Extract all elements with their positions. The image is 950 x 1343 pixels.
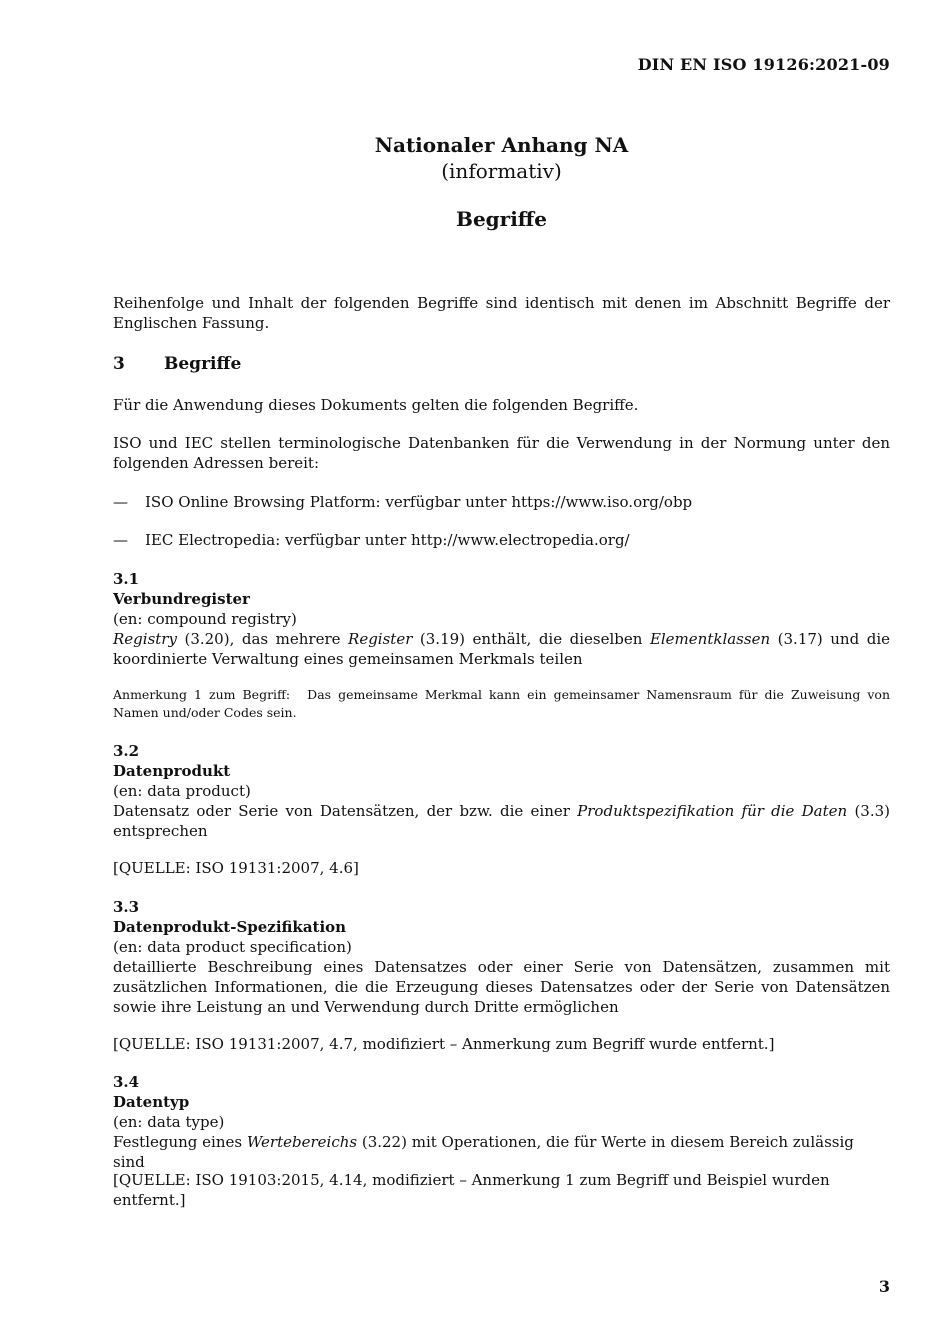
term-entry-3-1 bbox=[113, 569, 890, 669]
entry-note bbox=[113, 686, 890, 722]
term-entry-3-2 bbox=[113, 741, 890, 841]
entry-definition: Datensatz oder Serie von Datensätzen, der bzw. die einer Produktspezifikation für die Daten (3.3) entsprechen bbox=[113, 802, 891, 840]
annex-heading: Begriffe bbox=[456, 207, 547, 231]
entry-english-term: (en: data product specification) bbox=[113, 938, 352, 956]
entry-definition: Registry (3.20), das mehrere Register (3.19) enthält, die dieselben Elementklassen (3.17) und die koordinierte Verwaltung eines gemeinsamen Merkmals teilen bbox=[113, 630, 891, 668]
entry-number: 3.2 bbox=[113, 742, 140, 760]
entry-source: [QUELLE: ISO 19131:2007, 4.7, modifiziert – Anmerkung zum Begriff wurde entfernt.] bbox=[113, 1035, 775, 1053]
entry-source: [QUELLE: ISO 19131:2007, 4.6] bbox=[113, 859, 359, 877]
entry-term: Datenprodukt bbox=[113, 762, 231, 780]
annex-title: Nationaler Anhang NA bbox=[374, 133, 629, 157]
note-label: Anmerkung 1 zum Begriff: bbox=[113, 687, 291, 702]
term-entry-3-4 bbox=[113, 1072, 890, 1172]
clause-paragraph-2: ISO und IEC stellen terminologische Datenbanken für die Verwendung in der Normung unter den folgenden Adressen bereit: bbox=[113, 434, 890, 472]
entry-definition: Festlegung eines Wertebereichs (3.22) mit Operationen, die für Werte in diesem Bereich zulässig sind bbox=[113, 1133, 854, 1171]
entry-english-term: (en: data product) bbox=[113, 782, 251, 800]
entry-term: Verbundregister bbox=[113, 590, 250, 608]
list-item bbox=[113, 492, 890, 512]
list-item bbox=[113, 530, 890, 550]
entry-number: 3.3 bbox=[113, 898, 140, 916]
entry-english-term: (en: compound registry) bbox=[113, 610, 297, 628]
intro-paragraph: Reihenfolge und Inhalt der folgenden Begriffe sind identisch mit denen im Abschnitt Begriffe der Englischen Fassung. bbox=[113, 294, 890, 332]
clause-number: 3 bbox=[113, 354, 125, 374]
list-item-text: ISO Online Browsing Platform: verfügbar unter https://www.iso.org/obp bbox=[145, 493, 693, 511]
list-item-text: IEC Electropedia: verfügbar unter http://www.electropedia.org/ bbox=[145, 531, 630, 549]
annex-subtitle: (informativ) bbox=[441, 159, 562, 183]
list-dash: — bbox=[113, 493, 128, 511]
clause-paragraph-1: Für die Anwendung dieses Dokuments gelten die folgenden Begriffe. bbox=[113, 396, 639, 414]
list-dash: — bbox=[113, 531, 128, 549]
entry-term: Datentyp bbox=[113, 1093, 190, 1111]
document-identifier: DIN EN ISO 19126:2021-09 bbox=[637, 55, 890, 74]
entry-number: 3.1 bbox=[113, 570, 140, 588]
entry-definition: detaillierte Beschreibung eines Datensatzes oder einer Serie von Datensätzen, zusammen mit zusätzlichen Informationen, die die Erzeugung dieses Datensatzes oder der Serie von Datensätzen sowie ihre Leistung an und Verwendung durch Dritte ermöglichen bbox=[113, 958, 890, 1016]
clause-heading bbox=[113, 352, 890, 376]
entry-english-term: (en: data type) bbox=[113, 1113, 225, 1131]
term-entry-3-3 bbox=[113, 897, 890, 1017]
clause-title: Begriffe bbox=[164, 354, 242, 374]
entry-number: 3.4 bbox=[113, 1073, 140, 1091]
page-number: 3 bbox=[878, 1277, 890, 1296]
note-text: Das gemeinsame Merkmal kann ein gemeinsamer Namensraum für die Zuweisung von Namen und/oder Codes sein. bbox=[113, 687, 890, 720]
entry-term: Datenprodukt-Spezifikation bbox=[113, 918, 347, 936]
entry-source: [QUELLE: ISO 19103:2015, 4.14, modifiziert – Anmerkung 1 zum Begriff und Beispiel wurden entfernt.] bbox=[113, 1171, 830, 1209]
